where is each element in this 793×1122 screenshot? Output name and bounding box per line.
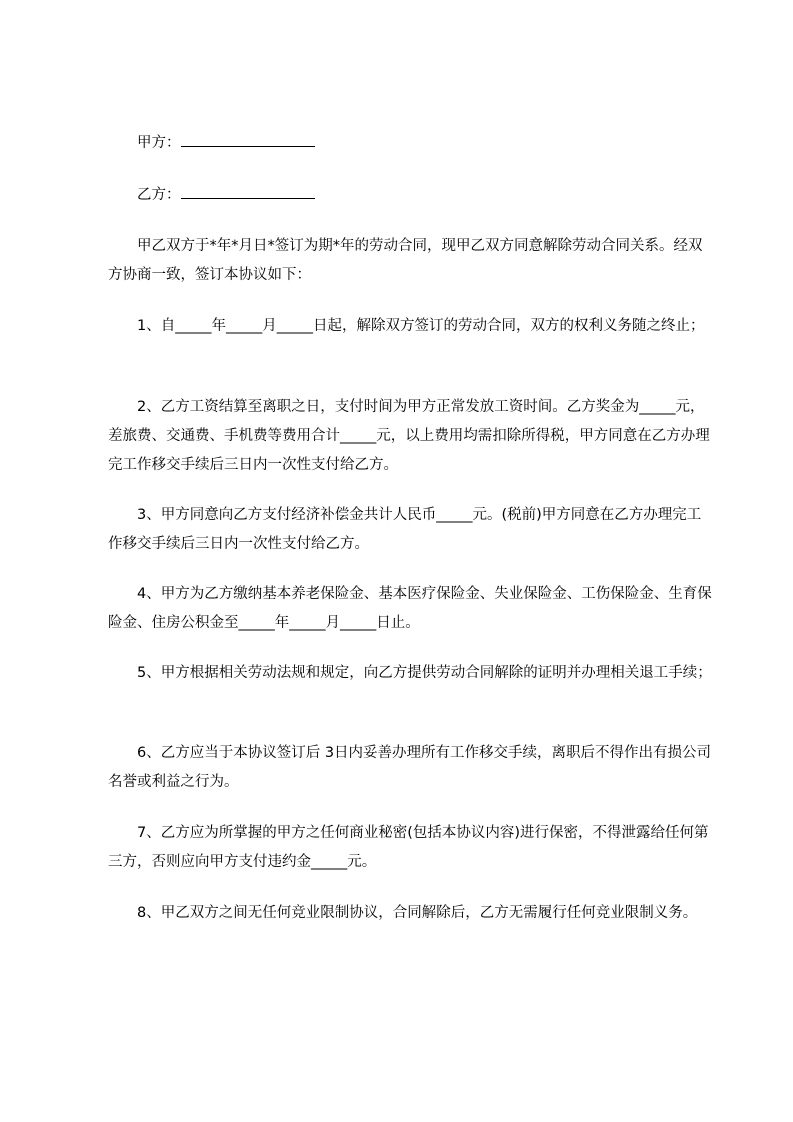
clause-6: 6、乙方应当于本协议签订后 3日内妥善办理所有工作移交手续，离职后不得作出有损公司名誉或利益之行为。 xyxy=(108,745,712,790)
clause-3: 3、甲方同意向乙方支付经济补偿金共计人民币_____元。(税前)甲方同意在乙方办理完工作移交手续后三日内一次性支付给乙方。 xyxy=(108,507,702,552)
party-b-label: 乙方： xyxy=(137,187,181,203)
clause-5: 5、甲方根据相关劳动法规和规定，向乙方提供劳动合同解除的证明并办理相关退工手续； xyxy=(137,665,712,681)
party-a-label: 甲方： xyxy=(137,135,181,151)
party-b-blank xyxy=(181,184,315,199)
clause-4: 4、甲方为乙方缴纳基本养老保险金、基本医疗保险金、失业保险金、工伤保险金、生育保险金、住房公积金至_____年_____月_____日止。 xyxy=(108,586,712,631)
intro-paragraph: 甲乙双方于*年*月日*签订为期*年的劳动合同，现甲乙双方同意解除劳动合同关系。经双方协商一致，签订本协议如下： xyxy=(108,238,703,283)
clause-8: 8、甲乙双方之间无任何竞业限制协议，合同解除后，乙方无需履行任何竞业限制义务。 xyxy=(137,905,698,921)
clause-7: 7、乙方应为所掌握的甲方之任何商业秘密(包括本协议内容)进行保密，不得泄露给任何第三方，否则应向甲方支付违约金_____元。 xyxy=(108,825,709,870)
party-a-line xyxy=(137,132,315,153)
clause-1: 1、自_____年_____月_____日起，解除双方签订的劳动合同，双方的权利义务随之终止； xyxy=(137,318,705,334)
party-b-line xyxy=(137,184,315,205)
clause-2: 2、乙方工资结算至离职之日，支付时间为甲方正常发放工资时间。乙方奖金为_____元，差旅费、交通费、手机费等费用合计_____元，以上费用均需扣除所得税，甲方同意在乙方办理完工作移交手续后三日内一次性支付给乙方。 xyxy=(108,399,710,473)
party-a-blank xyxy=(181,132,315,147)
